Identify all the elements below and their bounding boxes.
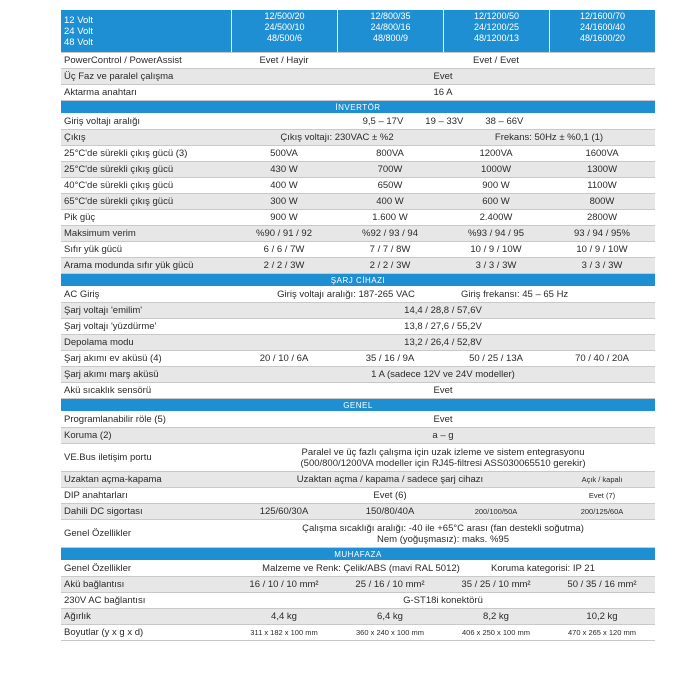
range-value: 9,5 – 17V [362,116,404,127]
row-transfer-switch [61,85,655,101]
row-value: Evet / Hayir [259,55,309,66]
cell: 4,4 kg [271,611,297,622]
cell: 6 / 6 / 7W [263,244,305,255]
cell: 8,2 kg [483,611,509,622]
row-label: Giriş voltajı aralığı [64,116,141,127]
cell: 650W [377,180,403,191]
cell: 3 / 3 / 3W [581,260,623,271]
section-general: GENEL [61,399,655,412]
row-dimensions [61,625,655,641]
row-starter-current [61,367,655,383]
model: 24/1200/25 [473,22,520,32]
cell: %93 / 94 / 95 [468,228,524,239]
cell: 900 W [482,180,510,191]
ac-frequency: Giriş frekansı: 45 – 65 Hz [461,289,569,300]
row-value: a – g [432,430,454,441]
row-inverter-spec [61,178,655,194]
cell: 16 / 10 / 10 mm² [249,579,319,590]
row-label: Sıfır yük gücü [64,244,123,255]
model: 24/800/16 [370,22,411,32]
model: 24/1600/40 [579,22,626,32]
row-enclosure-features [61,561,655,577]
row-remote [61,472,655,488]
row-value [231,132,655,143]
cell: 25 / 16 / 10 mm² [355,579,425,590]
vebus-line: Paralel ve üç fazlı çalışma için uzak izleme ve sistem entegrasyonu [301,446,585,458]
row-label: VE.Bus iletişim portu [64,452,152,463]
row-vebus [61,444,655,472]
voltage-24: 24 Volt [64,26,94,37]
cell: 1300W [586,164,618,175]
row-label: 25°C'de sürekli çıkış gücü [64,164,174,175]
features-line: Çalışma sıcaklığı aralığı: -40 ile +65°C arası (fan destekli soğutma) [302,522,584,534]
row-value: Evet / Evet [473,55,519,66]
row-value: 13,8 / 27,6 / 55,2V [404,321,482,332]
row-label: PowerControl / PowerAssist [64,55,182,66]
cell: 2 / 2 / 3W [263,260,305,271]
model: 48/1600/20 [579,33,626,43]
cell: 10,2 kg [586,611,618,622]
row-label: Arama modunda sıfır yük gücü [64,260,194,271]
cell: 600 W [482,196,510,207]
cell: 360 x 240 x 100 mm [356,628,424,637]
row-label: Şarj akımı ev aküsü (4) [64,353,162,364]
features-line: Nem (yoğuşmasız): maks. %95 [377,533,509,545]
row-label: Depolama modu [64,337,134,348]
row-label: Ağırlık [64,611,91,622]
cell: 470 x 265 x 120 mm [568,628,636,637]
model: 12/1600/70 [579,11,626,21]
row-label: Akü bağlantısı [64,579,125,590]
row-value: Evet [433,385,453,396]
model: 12/800/35 [370,11,411,21]
cell: 3 / 3 / 3W [475,260,517,271]
row-label: 25°C'de sürekli çıkış gücü (3) [64,148,188,159]
cell: 93 / 94 / 95% [574,228,630,239]
row-value: 13,2 / 26,4 / 52,8V [404,337,482,348]
row-ac-connection [61,593,655,609]
model: 48/1200/13 [473,33,520,43]
range-value: 19 – 33V [425,116,464,127]
row-label: Şarj akımı marş aküsü [64,369,159,380]
ac-voltage-range: Giriş voltajı aralığı: 187-265 VAC [277,289,415,300]
section-enclosure: MUHAFAZA [61,548,655,561]
cell: 1100W [587,180,617,191]
model-col-3 [443,10,549,52]
cell: 50 / 25 / 13A [469,353,523,364]
voltage-12: 12 Volt [64,15,94,26]
row-label: Şarj voltajı 'emilim' [64,305,143,316]
cell: 1.600 W [372,212,408,223]
cell: 300 W [270,196,298,207]
cell: 10 / 9 / 10W [470,244,522,255]
row-value: Evet [433,71,453,82]
cell: 2.400W [479,212,513,223]
row-inverter-spec [61,162,655,178]
row-input-range [61,114,655,130]
model: 12/1200/50 [473,11,520,21]
voltage-48: 48 Volt [64,37,94,48]
cell: 2800W [586,212,618,223]
cell: 406 x 250 x 100 mm [462,628,530,637]
range-value: 38 – 66V [485,116,524,127]
cell: %92 / 93 / 94 [362,228,418,239]
row-three-phase [61,69,655,85]
row-general-features [61,520,655,548]
model: 12/500/20 [264,11,305,21]
row-label: Aktarma anahtarı [64,87,137,98]
row-inverter-spec [61,194,655,210]
cell: 900 W [270,212,298,223]
cell: 200/100/50A [474,507,518,516]
cell: 10 / 9 / 10W [576,244,628,255]
cell: 1600VA [585,148,619,159]
cell: 20 / 10 / 6A [259,353,309,364]
section-inverter: İNVERTÖR [61,101,655,114]
output-voltage: Çıkış voltajı: 230VAC ± %2 [280,132,394,143]
cell: 200/125/60A [580,507,624,516]
row-label: Genel Özellikler [64,528,132,539]
row-output [61,130,655,146]
inverter-rows [61,146,655,274]
row-value: 16 A [433,87,453,98]
cell: 70 / 40 / 20A [575,353,629,364]
row-inverter-spec [61,242,655,258]
cell: 1000W [480,164,512,175]
row-label: 230V AC bağlantısı [64,595,146,606]
row-label: AC Giriş [64,289,100,300]
row-label: Çıkış [64,132,86,143]
protection-class: Koruma kategorisi: IP 21 [491,563,595,574]
row-protection [61,428,655,444]
row-dip [61,488,655,504]
model-col-1 [231,10,337,52]
row-temp-sensor [61,383,655,399]
row-inverter-spec [61,226,655,242]
row-inverter-spec [61,258,655,274]
row-value: Evet (7) [588,491,616,500]
cell: 400 W [376,196,404,207]
row-ac-input [61,287,655,303]
model: 48/800/9 [372,33,409,43]
row-label: Şarj voltajı 'yüzdürme' [64,321,157,332]
cell: 400 W [270,180,298,191]
row-value: Evet [433,414,453,425]
row-value [231,563,655,574]
row-value: G-ST18i konektörü [403,595,483,606]
row-value [231,523,655,545]
model: 48/500/6 [266,33,303,43]
row-value [231,289,655,300]
row-value [231,447,655,469]
voltage-labels [61,14,231,48]
row-label: Pik güç [64,212,96,223]
row-label: Maksimum verim [64,228,136,239]
row-label: Üç Faz ve paralel çalışma [64,71,174,82]
row-house-current [61,351,655,367]
model-col-4 [549,10,655,52]
material: Malzeme ve Renk: Çelik/ABS (mavi RAL 5012) [262,563,460,574]
row-float [61,319,655,335]
cell: 150/80/40A [365,506,415,517]
row-dc-fuse [61,504,655,520]
row-label: 40°C'de sürekli çıkış gücü [64,180,174,191]
section-charger: ŞARJ CİHAZI [61,274,655,287]
row-label: Dahili DC sigortası [64,506,143,517]
cell: 430 W [270,164,298,175]
row-value [231,116,655,127]
row-inverter-spec [61,210,655,226]
cell: 125/60/30A [259,506,309,517]
cell: 1200VA [479,148,513,159]
cell: 700W [377,164,403,175]
row-value: 1 A (sadece 12V ve 24V modeller) [371,369,515,380]
model-col-2 [337,10,443,52]
cell: 311 x 182 x 100 mm [250,628,318,637]
row-label: Akü sıcaklık sensörü [64,385,152,396]
row-value: Uzaktan açma / kapama / sadece şarj cihazı [296,474,484,485]
cell: 50 / 35 / 16 mm² [567,579,637,590]
cell: 500VA [270,148,298,159]
cell: 6,4 kg [377,611,403,622]
row-label: Koruma (2) [64,430,112,441]
model: 24/500/10 [264,22,305,32]
row-label: Uzaktan açma-kapama [64,474,162,485]
row-label: Genel Özellikler [64,563,132,574]
row-inverter-spec [61,146,655,162]
row-weight [61,609,655,625]
row-relay [61,412,655,428]
header-row [61,10,655,53]
row-value: 14,4 / 28,8 / 57,6V [404,305,482,316]
row-label: 65°C'de sürekli çıkış gücü [64,196,174,207]
output-frequency: Frekans: 50Hz ± %0,1 (1) [494,132,604,143]
vebus-line: (500/800/1200VA modeller için RJ45-filtresi ASS030065510 gerekir) [300,457,586,469]
cell: 35 / 16 / 9A [365,353,415,364]
cell: 2 / 2 / 3W [369,260,411,271]
cell: 800VA [376,148,404,159]
row-label: DIP anahtarları [64,490,128,501]
row-absorption [61,303,655,319]
spec-table [61,10,655,641]
row-powercontrol [61,53,655,69]
row-value: Açık / kapalı [581,475,623,484]
row-label: Boyutlar (y x g x d) [64,627,144,638]
row-label: Programlanabilir röle (5) [64,414,166,425]
cell: 7 / 7 / 8W [369,244,411,255]
row-storage [61,335,655,351]
row-battery-connection [61,577,655,593]
cell: 35 / 25 / 10 mm² [461,579,531,590]
row-value: Evet (6) [373,490,407,501]
cell: %90 / 91 / 92 [256,228,312,239]
cell: 800W [589,196,615,207]
